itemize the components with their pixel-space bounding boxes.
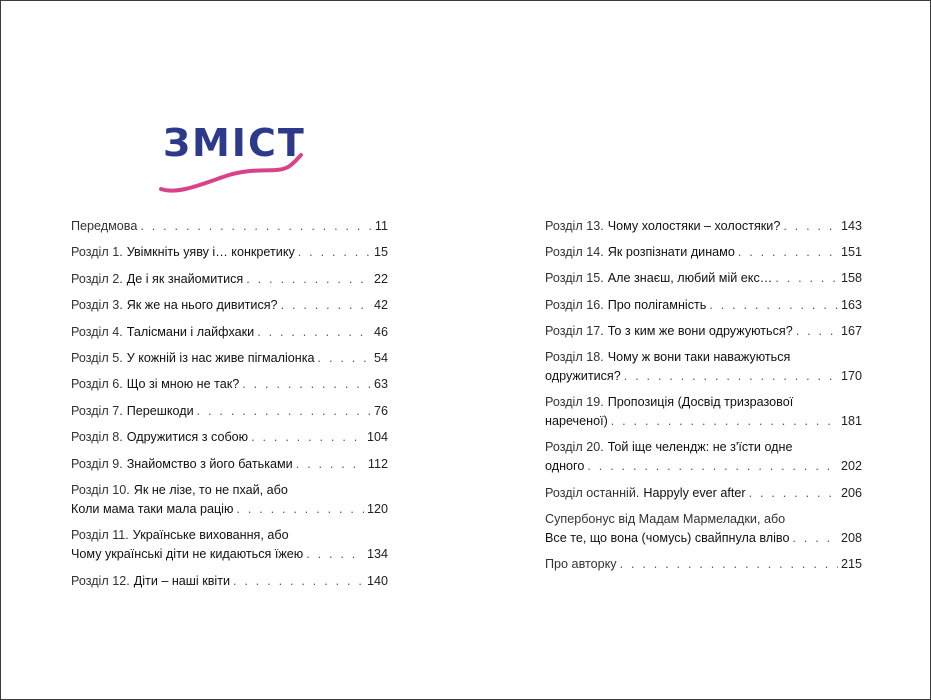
- chapter-title: Чому холостяки – холостяки?: [607, 219, 781, 233]
- toc-heading: [159, 117, 309, 197]
- chapter-title: Діти – наші квіти: [133, 573, 231, 588]
- toc-entry-line: [71, 272, 388, 291]
- page-number: 63: [373, 377, 388, 392]
- dot-leader: [749, 486, 838, 500]
- chapter-title: То з ким же вони одружуються?: [607, 323, 793, 338]
- toc-entry-line: [545, 557, 862, 576]
- chapter-label: Розділ 1.: [71, 245, 123, 260]
- dot-leader: [709, 298, 838, 312]
- toc-entry[interactable]: [545, 486, 862, 505]
- toc-entry-line: [71, 325, 388, 344]
- toc-entry-line: [545, 486, 862, 505]
- toc-entry-line: [71, 404, 388, 423]
- page-number: 151: [840, 245, 862, 260]
- dot-leader: [318, 351, 371, 365]
- toc-entry-line: [71, 351, 388, 370]
- toc-entry-line: [71, 377, 388, 396]
- page-number: 104: [366, 430, 388, 445]
- dot-leader: [783, 219, 838, 233]
- page-number: 134: [366, 547, 388, 562]
- chapter-title: Happyly ever after: [643, 485, 746, 500]
- dot-leader: [796, 324, 838, 338]
- chapter-label: Супербонус від Мадам Мармеладки, або: [545, 511, 786, 526]
- toc-entry-line: [545, 459, 862, 478]
- dot-leader: [246, 272, 371, 286]
- page-number: 22: [373, 271, 388, 286]
- chapter-label: Розділ 6.: [71, 377, 123, 392]
- toc-title: ЗМІСТ: [163, 121, 306, 165]
- toc-entry[interactable]: [71, 430, 388, 449]
- toc-entry[interactable]: [545, 271, 862, 290]
- dot-leader: [298, 245, 371, 259]
- chapter-label: Розділ 14.: [545, 245, 604, 260]
- toc-entry[interactable]: [545, 557, 862, 576]
- chapter-title-continued: Чому українські діти не кидаються їжею: [71, 547, 304, 562]
- chapter-title: Українське виховання, або: [132, 528, 289, 543]
- chapter-title: Талісмани і лайфхаки: [126, 324, 255, 339]
- chapter-label: Розділ 4.: [71, 324, 123, 339]
- toc-entry-line: [545, 414, 862, 433]
- toc-entry-line: [71, 502, 388, 521]
- chapter-title: Як розпізнати динамо: [607, 245, 735, 260]
- toc-entry-line: [71, 457, 388, 476]
- chapter-title: Той іще челендж: не з'їсти одне: [607, 440, 793, 455]
- chapter-title-continued: одружитися?: [545, 368, 621, 383]
- chapter-label: Розділ 11.: [71, 528, 129, 543]
- toc-entry[interactable]: [71, 574, 388, 593]
- chapter-title: Знайомство з його батьками: [126, 456, 293, 471]
- page-number: 112: [367, 456, 388, 471]
- toc-entry-line: [545, 271, 862, 290]
- toc-entry-line: [71, 547, 388, 566]
- page-number: 170: [840, 368, 862, 383]
- chapter-label: Розділ 7.: [71, 403, 123, 418]
- dot-leader: [242, 377, 371, 391]
- toc-entry-line: [545, 350, 862, 369]
- toc-entry-line: [71, 245, 388, 264]
- toc-left-column: [71, 219, 388, 600]
- page-number: 42: [373, 298, 388, 313]
- page-number: 167: [840, 323, 862, 338]
- dot-leader: [624, 369, 838, 383]
- toc-entry-line: [545, 245, 862, 264]
- chapter-label: Розділ 9.: [71, 456, 123, 471]
- chapter-label: Розділ 10.: [71, 482, 130, 497]
- toc-right-column: [545, 219, 862, 583]
- toc-entry-line: [545, 298, 862, 317]
- page-number: 158: [840, 271, 862, 286]
- toc-entry-line: [71, 528, 388, 547]
- dot-leader: [306, 547, 364, 561]
- toc-entry-line: [71, 298, 388, 317]
- chapter-title: Пропозиція (Досвід тризразової: [607, 395, 794, 410]
- chapter-title: Як же на нього дивитися?: [126, 298, 278, 313]
- toc-entry-line: [71, 574, 388, 593]
- page-number: 143: [840, 219, 862, 233]
- chapter-label: Розділ останній.: [545, 485, 640, 500]
- page-number: 140: [366, 573, 388, 588]
- chapter-title: Як не лізе, то не пхай, або: [133, 482, 288, 497]
- dot-leader: [197, 404, 371, 418]
- toc-entry[interactable]: [71, 245, 388, 264]
- page-number: 208: [840, 530, 862, 545]
- toc-entry[interactable]: [71, 298, 388, 317]
- chapter-title: Перешкоди: [126, 403, 194, 418]
- toc-entry[interactable]: [545, 440, 862, 478]
- dot-leader: [233, 574, 364, 588]
- toc-entry-line: [545, 440, 862, 459]
- toc-entry[interactable]: [71, 528, 388, 566]
- chapter-label: Розділ 2.: [71, 271, 123, 286]
- chapter-title-continued: Коли мама таки мала рацію: [71, 501, 234, 516]
- chapter-label: Розділ 13.: [545, 219, 604, 233]
- toc-entry[interactable]: [71, 377, 388, 396]
- chapter-title-continued: нареченої): [545, 414, 608, 429]
- chapter-title: Про полігамність: [607, 297, 707, 312]
- chapter-label: Розділ 17.: [545, 323, 604, 338]
- chapter-label: Розділ 18.: [545, 349, 604, 364]
- chapter-label: Розділ 8.: [71, 430, 123, 445]
- toc-entry-line: [71, 219, 388, 238]
- dot-leader: [611, 414, 838, 428]
- dot-leader: [140, 219, 372, 233]
- chapter-title: Але знаєш, любий мій екс…: [607, 271, 773, 286]
- toc-entry[interactable]: [545, 219, 862, 238]
- page-number: 181: [840, 414, 862, 429]
- dot-leader: [738, 245, 838, 259]
- chapter-title-continued: Все те, що вона (чомусь) свайпнула вліво: [545, 530, 790, 545]
- toc-entry-line: [71, 430, 388, 449]
- chapter-label: Передмова: [71, 219, 138, 233]
- dot-leader: [296, 457, 365, 471]
- page-number: 163: [840, 297, 862, 312]
- toc-entry-line: [545, 324, 862, 343]
- dot-leader: [257, 325, 371, 339]
- dot-leader: [281, 298, 371, 312]
- dot-leader: [775, 271, 838, 285]
- page-number: 202: [840, 459, 862, 474]
- page-number: 120: [366, 501, 388, 516]
- toc-entry-line: [545, 395, 862, 414]
- toc-entry-line: [545, 531, 862, 550]
- chapter-title: Що зі мною не так?: [126, 377, 240, 392]
- chapter-title-continued: одного: [545, 459, 585, 474]
- toc-entry[interactable]: [71, 404, 388, 423]
- chapter-title: Де і як знайомитися: [126, 271, 244, 286]
- dot-leader: [792, 531, 838, 545]
- chapter-label: Про авторку: [545, 556, 617, 571]
- toc-entry-line: [545, 512, 862, 531]
- chapter-label: Розділ 20.: [545, 440, 604, 455]
- page-number: 206: [840, 485, 862, 500]
- toc-entry[interactable]: [545, 512, 862, 550]
- dot-leader: [620, 557, 838, 571]
- chapter-label: Розділ 12.: [71, 573, 130, 588]
- toc-entry[interactable]: [71, 272, 388, 291]
- page-number: 15: [373, 245, 388, 260]
- toc-entry[interactable]: [545, 298, 862, 317]
- toc-entry[interactable]: [545, 350, 862, 388]
- toc-entry[interactable]: [71, 351, 388, 370]
- toc-entry[interactable]: [71, 457, 388, 476]
- toc-entry-line: [71, 483, 388, 502]
- toc-entry-line: [545, 369, 862, 388]
- chapter-label: Розділ 3.: [71, 298, 123, 313]
- page-number: 215: [840, 556, 862, 571]
- page-number: 54: [373, 350, 388, 365]
- dot-leader: [251, 430, 364, 444]
- chapter-title: У кожній із нас живе пігмаліонка: [126, 350, 315, 365]
- toc-entry[interactable]: [71, 325, 388, 344]
- page-number: 76: [373, 403, 388, 418]
- chapter-label: Розділ 16.: [545, 297, 604, 312]
- chapter-title: Чому ж вони таки наважуються: [607, 349, 791, 364]
- toc-entry[interactable]: [71, 483, 388, 521]
- dot-leader: [236, 502, 364, 516]
- toc-entry-line: [545, 219, 862, 238]
- page-number: 46: [373, 324, 388, 339]
- toc-entry[interactable]: [545, 245, 862, 264]
- chapter-label: Розділ 5.: [71, 350, 123, 365]
- toc-entry[interactable]: [545, 324, 862, 343]
- chapter-label: Розділ 15.: [545, 271, 604, 286]
- chapter-title: Увімкніть уяву і… конкретику: [126, 245, 295, 260]
- toc-entry[interactable]: [71, 219, 388, 238]
- toc-entry[interactable]: [545, 395, 862, 433]
- chapter-title: Одружитися з собою: [126, 430, 249, 445]
- chapter-label: Розділ 19.: [545, 395, 604, 410]
- page-number: 11: [374, 219, 388, 233]
- dot-leader: [587, 459, 838, 473]
